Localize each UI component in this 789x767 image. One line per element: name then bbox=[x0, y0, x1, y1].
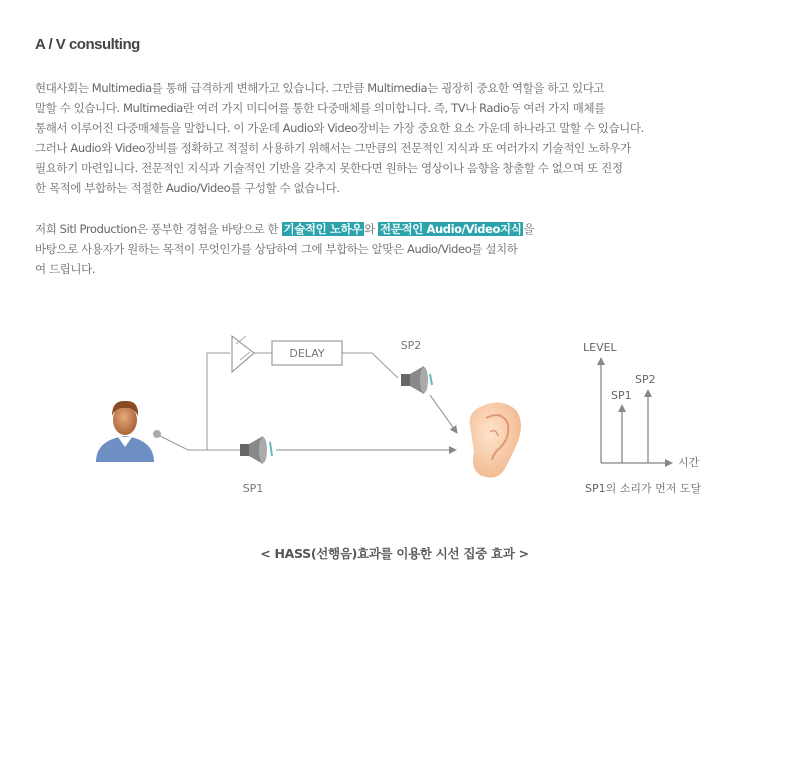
service-line-3: 여 드립니다. bbox=[35, 262, 96, 276]
graph-sp2-label: SP2 bbox=[635, 373, 656, 386]
intro-line: 그러나 Audio와 Video장비를 정확하고 적절히 사용하기 위해서는 그만큼의 전문적인 지식과 또 여러가지 기술적인 노하우가 bbox=[35, 141, 631, 155]
highlight-expertise: 전문적인 Audio/Video지식 bbox=[380, 222, 522, 236]
ear-icon bbox=[470, 402, 521, 477]
sp2-sound-arrow bbox=[430, 395, 457, 433]
diagram-caption: < HASS(선행음)효과를 이용한 시선 집중 효과 > bbox=[260, 546, 529, 561]
graph-caption: SP1의 소리가 먼저 도달 bbox=[585, 482, 702, 495]
speaker-sp1-icon bbox=[240, 436, 272, 464]
page-title: A / V consulting bbox=[35, 36, 140, 53]
intro-line: 통해서 이루어진 다중매체들을 말합니다. 이 가운데 Audio와 Video장비는 가장 중요한 요소 가운데 하나라고 말할 수 있습니다. bbox=[35, 121, 644, 135]
signal-wires bbox=[160, 353, 398, 450]
person-icon bbox=[96, 401, 154, 462]
intro-line: 한 목적에 부합하는 적절한 Audio/Video를 구성할 수 없습니다. bbox=[35, 181, 340, 195]
intro-line: 필요하기 마련입니다. 전문적인 지식과 기술적인 기반을 갖추지 못한다면 원하는 영상이나 음향을 창출할 수 없으며 또 진정 bbox=[35, 161, 623, 175]
service-line-2: 바탕으로 사용자가 원하는 목적이 무엇인가를 상담하여 그에 부합하는 알맞은 Audio/Video를 설치하 bbox=[35, 242, 518, 256]
graph-x-label: 시간 bbox=[678, 456, 700, 469]
mic-dot bbox=[153, 430, 161, 438]
delay-label: DELAY bbox=[289, 347, 325, 360]
sp1-label: SP1 bbox=[242, 482, 264, 495]
sp2-label: SP2 bbox=[400, 339, 422, 352]
graph-y-label: LEVEL bbox=[583, 341, 617, 354]
intro-line: 말할 수 있습니다. Multimedia란 여러 가지 미디어를 통한 다중매체를 의미합니다. 즉, TV나 Radio등 여러 가지 매체를 bbox=[35, 101, 605, 115]
amplifier-icon bbox=[232, 336, 254, 372]
intro-line: 현대사회는 Multimedia를 통해 급격하게 변해가고 있습니다. 그만큼 Multimedia는 굉장히 중요한 역할을 하고 있다고 bbox=[35, 81, 605, 95]
service-mid: 와 bbox=[364, 222, 379, 236]
level-time-graph bbox=[583, 341, 701, 495]
service-prefix: 저희 Sitl Production은 풍부한 경험을 바탕으로 한 bbox=[35, 222, 282, 236]
speaker-sp2-icon bbox=[401, 366, 432, 394]
highlight-know-how: 기술적인 노하우 bbox=[283, 222, 363, 236]
service-suffix: 을 bbox=[523, 222, 535, 236]
graph-sp1-label: SP1 bbox=[611, 389, 632, 402]
